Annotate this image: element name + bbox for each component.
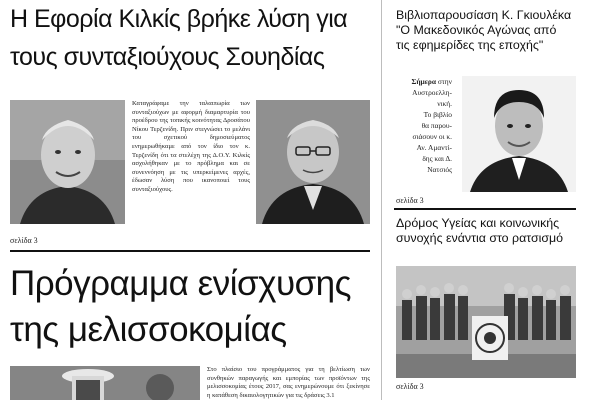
article-book-line: Αν. Αμαντί- [416,143,452,152]
divider-right [394,208,576,210]
article-book-line: Αυστροελλη- [412,88,452,97]
article-tax-office-text: Καταγράφαμε την ταλαιπωρία των συνταξιούχων με αφορμή διαμαρτυρία του προέδρου της τοπικής κοινότητας Δροσάτου Νίκου Τερζενίδη. Πριν στεγνώσει το μελάνι του σχετικού δημοσιεύματος ενημερωθήκαμε από τον ίδιο τον κ. Τερζενίδη ότι τα στελέχη της Δ.Ο.Υ. Κιλκίς ασχολήθηκαν με το πρόβλημα και σε συνεννόηση με τις υπερκείμενες αρχές, έδωσαν λύση που ικανοποιεί τους συνταξιούχους. [132,100,250,193]
divider-left [10,250,370,252]
article-book-line: στην [437,77,452,86]
headline-book-line3: τις εφημερίδες της εποχής" [396,38,544,52]
headline-beekeeping-line2: της μελισσοκομίας [10,310,287,349]
article-book-line: νική. [437,99,452,108]
article-beekeeping-text: Στο πλαίσιο του προγράμματος για τη βελτίωση των συνθηκών παραγωγής και εμπορίας των προϊόντων της μελισσοκομίας έτους 2017, σας ενημερώνουμε ότι ξεκίνησε η κατάθεση δικαιολογητικών για τις δράσεις 3.1 [207,366,370,399]
article-book-line: θα παρου- [421,121,452,130]
column-separator [381,0,382,400]
headline-book-line1: Βιβλιοπαρουσίαση Κ. Γκιουλέκα [396,8,572,22]
article-book-line: Το βιβλίο [423,110,452,119]
photo-runners-group [396,266,576,378]
page-ref-tax-office[interactable]: σελίδα 3 [10,236,38,245]
headline-book-line2: "Ο Μακεδονικός Αγώνας από [396,23,557,37]
headline-race-line1: Δρόμος Υγείας και κοινωνικής [396,216,560,230]
headline-health-race [396,216,596,246]
article-book-line: Νατσιός [427,165,452,174]
headline-tax-office-line2: τους συνταξιούχους Σουηδίας [10,43,325,71]
photo-man-glasses [256,100,370,224]
article-book-lead: Σήμερα [411,77,436,86]
headline-race-line2: συνοχής ενάντια στο ρατσισμό [396,231,564,245]
photo-pensioner-man [10,100,125,224]
page-ref-book[interactable]: σελίδα 3 [396,196,424,205]
headline-beekeeping-line1: Πρόγραμμα ενίσχυσης [10,264,352,303]
article-book-line: σιάσουν οι κ. [412,132,452,141]
article-book-line: δης και Δ. [422,154,452,163]
photo-author [462,76,576,192]
headline-book-presentation [396,8,596,53]
article-book-text [394,76,452,175]
headline-tax-office-line1: Η Εφορία Κιλκίς βρήκε λύση για [10,5,348,33]
photo-beekeeper [10,366,200,400]
page-ref-race[interactable]: σελίδα 3 [396,382,424,391]
